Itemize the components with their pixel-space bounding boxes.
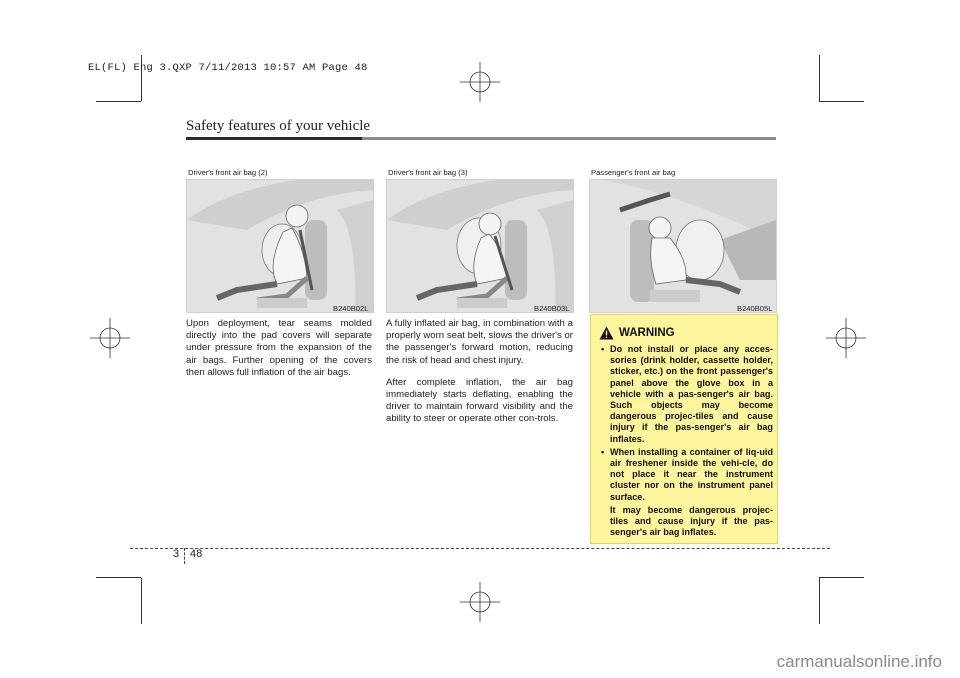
figure-code: B240B02L (333, 304, 369, 313)
warning-triangle-icon (599, 326, 614, 340)
print-slug: EL(FL) Eng 3.QXP 7/11/2013 10:57 AM Page 48 (88, 62, 368, 74)
warning-list (601, 344, 773, 538)
figure-caption: Passenger's front air bag (591, 168, 676, 177)
registration-mark-top (460, 62, 500, 102)
registration-mark-bottom (460, 582, 500, 622)
warning-item (601, 344, 773, 445)
body-text-column-1 (186, 318, 372, 389)
crop-mark (96, 101, 141, 102)
airbag-illustration-driver-2 (186, 179, 374, 313)
paragraph: Upon deployment, tear seams molded directly into the pad covers will separate under pressure from the expansion of the air bags. Further opening of the covers then allows full inflation of the air bags. (186, 318, 372, 378)
registration-mark-right (826, 318, 866, 358)
footer-rule (130, 548, 830, 549)
warning-extra-text: It may become dangerous projec-tiles and cause injury if the pas-senger's air bag inflates. (610, 504, 773, 538)
warning-item (601, 447, 773, 503)
page-number-separator (184, 548, 185, 564)
bullet: • (601, 344, 605, 354)
watermark: carmanualsonline.info (776, 652, 942, 671)
title-rule-accent (186, 137, 362, 140)
figure-caption: Driver's front air bag (3) (388, 168, 468, 177)
crop-mark (141, 578, 142, 624)
crop-mark (819, 101, 864, 102)
crop-mark (819, 55, 820, 101)
figure-caption: Driver's front air bag (2) (188, 168, 268, 177)
warning-item-text: When installing a container of liq-uid air freshener inside the vehi-cle, do not place it near the instrument cluster nor on the instrument panel surface. (610, 446, 773, 502)
crop-mark (96, 577, 141, 578)
crop-mark (819, 577, 864, 578)
warning-heading: WARNING (619, 327, 675, 339)
section-title: Safety features of your vehicle (186, 118, 371, 134)
bullet: • (601, 446, 605, 457)
warning-box (590, 314, 778, 544)
paragraph: After complete inflation, the air bag immediately starts deflating, enabling the driver to maintain forward visibility and the ability to steer or operate other con-trols. (386, 376, 573, 425)
figure-code: B240B05L (737, 304, 773, 313)
figure-code: B240B03L (534, 304, 570, 313)
airbag-illustration-passenger (589, 179, 777, 313)
body-text-column-2 (386, 318, 573, 436)
chapter-number: 3 (173, 548, 180, 560)
crop-mark (819, 578, 820, 624)
page-number: 48 (190, 548, 203, 560)
registration-mark-left (90, 318, 130, 358)
airbag-illustration-driver-3 (386, 179, 574, 313)
warning-item-text: Do not install or place any acces-sories (drink holder, cassette holder, sticker, etc.) on the front passenger's panel above the glove box in a vehicle with a pas-senger's air bag. Such objects may become dangerous projec-tiles and cause injury if the pas-senger's air bag inflates. (610, 344, 773, 444)
paragraph: A fully inflated air bag, in combination with a properly worn seat belt, slows the driver's or the passenger's forward motion, reducing the risk of head and chest injury. (386, 318, 573, 366)
